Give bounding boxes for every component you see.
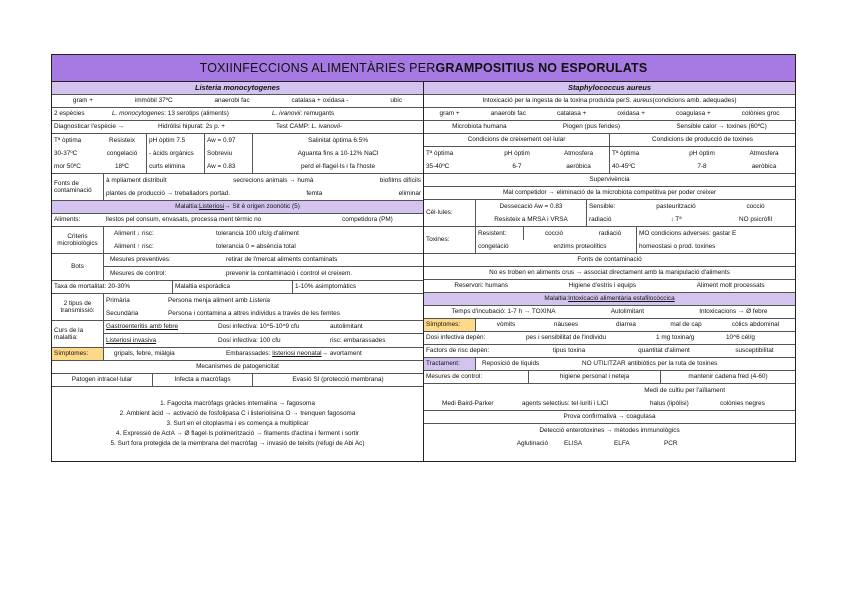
medi-baird: Medi Baird-Parker: [442, 399, 494, 407]
bots-control-label: Mesures de control:: [110, 269, 167, 277]
step-5: 5. Surt fora protegida de la membrana del macròfag → invasió de teixits (refugi de Abi Ac): [110, 439, 365, 447]
staph-intro-post: (condicions amb. adequades): [652, 97, 737, 105]
mal-competidor-row: [424, 187, 795, 200]
tox-coccio: cocció: [544, 229, 564, 237]
transmissio-label: 2 tipus de transmissió:: [52, 294, 104, 320]
transmissio-row-2: [104, 307, 423, 320]
temp-death: mor 50ºC: [54, 162, 81, 170]
detect-pcr: PCR: [664, 439, 678, 447]
temp-range: 30-37ºC: [54, 149, 78, 157]
patogen-macrofags: Infecta a macròfags: [152, 374, 252, 386]
species-mono-desc: : 13 serotips (aliments): [164, 110, 229, 118]
listeria-species-row: [52, 108, 423, 121]
cel-coccio: cocció: [746, 202, 765, 210]
fonts-biofilms: biofilms difícils: [379, 176, 421, 184]
detect-block: [424, 424, 795, 450]
cond-header-row: [424, 134, 795, 147]
staph-piogen: Piogen (pus ferides): [562, 123, 621, 131]
medi-row: [424, 397, 795, 410]
prop-ubic: ubic: [390, 97, 403, 105]
species-mono: L. monocytogenes: [112, 110, 165, 118]
mortalitat-row: [52, 281, 423, 294]
salinitat-label: Salinitat òptima 6.5%: [252, 134, 423, 147]
patogen-evasio: Evasió SI (protecció membrana): [252, 374, 423, 386]
listeria-simptomes-label: Símptomes:: [52, 348, 104, 360]
staph-mesures-label: Mesures de control:: [426, 373, 483, 381]
cond-t-atm-l: Atmosfera: [749, 149, 779, 157]
staph-intro-row: [424, 95, 795, 108]
reservori-higiene: Higiene d'estris i equips: [568, 282, 637, 290]
staph-oxidasa: oxidasa +: [617, 110, 645, 118]
curs-block: [52, 321, 423, 348]
curs-invasiva-risc: risc: embarassades: [330, 336, 386, 344]
cel-label: Cèl·lules:: [424, 200, 476, 226]
staph-habitat-row: [424, 121, 795, 134]
camp-test: Test CAMP:: [276, 123, 312, 131]
staph-anaerobi: anaerobi fac: [490, 110, 526, 118]
cond-g-atm: aeròbica: [566, 162, 591, 170]
cond-t-temp: 40-45ºC: [609, 160, 671, 173]
criteris-high-value: tolerancia 0 = absència total: [216, 242, 296, 250]
fonts-label: Fonts de contaminació: [52, 174, 104, 200]
bots-preventives-label: Mesures preventives:: [110, 256, 171, 264]
cel-sensible: Sensible:: [586, 200, 636, 213]
medi-agents: agents selectius: tel·luriti i LiCl: [522, 399, 608, 407]
listeria-simptomes-gripals: gripals, febre, miàlgia: [114, 350, 175, 358]
detect-aglut: Aglutinació: [516, 439, 548, 447]
cond-values: [424, 147, 795, 174]
temp-label: Tª òptima: [54, 136, 82, 144]
tox-row-2: [476, 240, 795, 253]
factors-quantitat: quantitat d'aliment: [638, 347, 690, 355]
mechanism-steps: [52, 387, 423, 461]
malaltia-name: Listeriosi: [198, 203, 225, 211]
staph-microbiota: Microbiota humana: [452, 123, 507, 131]
acids-organics: - àcids orgànics: [146, 147, 204, 160]
cel-row-1: [476, 200, 795, 213]
bots-row-2: [104, 267, 423, 280]
cond-g-temp-l: Tª òptima: [426, 149, 454, 157]
growth-conditions-block: [52, 134, 423, 174]
aliments-row: [52, 214, 423, 227]
listeria-props-row: [52, 95, 423, 108]
title-part2: GRAMPOSITIUS NO ESPORULATS: [435, 61, 648, 75]
no-trob-text: No es troben en aliments crus → associat directament amb la manipulació d'aliments: [489, 269, 730, 277]
tox-homeostasi: homeostasi o prod. toxines: [636, 240, 795, 253]
dosi-cel: 10^6 cél/g: [726, 334, 755, 342]
transmissio-row-1: [104, 294, 423, 307]
staph-coagulasa: coagulasa +: [676, 110, 711, 118]
tox-resistent: Resistent:: [476, 227, 524, 240]
simp-nausees: nàusees: [553, 321, 579, 329]
mecanismes-title: Mecanismes de patogenicitat: [196, 363, 279, 371]
step-4: 4. Expressió de ActA → Ø flagel·ls polimerització → filaments d'actina i ferment i sortir: [115, 429, 360, 437]
tox-row-1: [476, 227, 795, 240]
cel-block: [424, 200, 795, 227]
simp-vomits: vòmits: [496, 321, 516, 329]
aw-label: Aw = 0.97: [204, 134, 252, 147]
listeria-malaltia-row: [52, 201, 423, 214]
staph-gram: gram +: [439, 110, 460, 118]
staph-props-row: [424, 108, 795, 121]
staph-calor: Sensible calor → toxines (60ºC): [676, 123, 767, 131]
transmissio-secundaria: Secundària: [106, 309, 139, 317]
cond-t-temp-l: Tª òptima: [609, 147, 671, 160]
species-ivanovii: L. ivanovii: [272, 110, 301, 118]
mal-competidor-text: Mal competidor → eliminació de la microbiota competitiva per poder creixer: [502, 189, 717, 197]
prova-text: Prova confirmativa → coagulasa: [563, 413, 656, 421]
malaltia-post: → Sit è origen zoonòtic (5): [224, 203, 300, 211]
diagnostic-label: Diagnosticar l'espècie →: [54, 123, 125, 131]
fonts-eliminar: eliminar: [398, 189, 421, 197]
criteris-label: Criteris microbiològics: [52, 227, 104, 253]
tractament-label: Tractament:: [424, 358, 476, 370]
resisteix-congelacio: congelació: [106, 149, 138, 157]
criteris-low-label: Aliment ↓ risc:: [114, 229, 154, 237]
temps-row: [424, 306, 795, 319]
listeria-avortament: → avortament: [321, 350, 362, 358]
staph-mesures-fred: mantenir cadena fred (4-60): [660, 371, 795, 383]
fonts-block: [52, 174, 423, 201]
summary-sheet: [51, 54, 796, 462]
mecanismes-header: [52, 361, 423, 374]
cel-pasteur: pasteurització: [656, 202, 696, 210]
staphylococcus-column: [424, 82, 795, 461]
temps-autolimitant: Autolimitant: [610, 308, 645, 316]
temps-incubacio: Temps d'incubació: 1-7 h → TOXINA: [451, 308, 556, 316]
cond-growth-header: Condicions de creixement cel·lular: [467, 136, 566, 144]
staph-simptomes-label: Símptomes:: [424, 319, 476, 331]
species-count: 2 espècies: [54, 110, 85, 118]
malaltia-pre: Malaltia:: [175, 203, 199, 211]
cond-toxin-header: Condicions de producció de toxines: [609, 134, 795, 146]
bots-block: [52, 254, 423, 281]
bots-label: Bots: [52, 254, 104, 280]
cond-g-atm-l: Atmosfera: [563, 149, 594, 157]
cel-row-2: [476, 213, 795, 226]
growth-row-1: [52, 134, 423, 147]
staph-simptomes-row: [424, 319, 795, 332]
listeria-neonatal: listeriosi neonatal: [272, 350, 322, 358]
staph-malaltia-row: [424, 293, 795, 306]
cond-g-ph-l: pH òptim: [504, 149, 530, 157]
bots-row-1: [104, 254, 423, 267]
simp-maldecap: mal de cap: [670, 321, 702, 329]
growth-row-3: [52, 160, 423, 173]
tox-congelacio: congelació: [478, 242, 509, 250]
curs-row-2: [104, 334, 423, 347]
fonts-secrecions: secrecions animals → humà: [233, 176, 314, 184]
cel-dessecacio: Dessecació Aw = 0.83: [499, 202, 563, 210]
listeria-column: [52, 82, 424, 461]
dosi-label: Dosi infectiva depèn:: [426, 334, 486, 342]
cond-row-1: [424, 147, 795, 160]
transmissio-block: [52, 294, 423, 321]
medi-halus: halus (lipòlisi): [650, 399, 689, 407]
cond-g-ph: 6-7: [512, 162, 522, 170]
cond-t-atm: aeròbica: [751, 162, 777, 170]
page-title: [52, 55, 795, 82]
staph-header-text: Staphylococcus aureus: [568, 82, 651, 92]
aliments-label: Aliments:: [54, 216, 81, 224]
staph-malaltia-name: Intoxicació alimentària estafilocòccica: [568, 295, 675, 303]
staph-colonies: colònies groc: [741, 110, 780, 118]
curs-gastro-dosi: Dosi infectiva: 10^5-10^9 cfu: [218, 323, 300, 331]
factors-row: [424, 345, 795, 358]
medi-block: [424, 384, 795, 411]
supervivencia-title: Supervivència: [589, 176, 630, 184]
aliments-text: llestos pel consum, envasats, processa ment tèrmic no: [106, 216, 262, 224]
mortalitat-taxa: Taxa de mortalitat: 20-30%: [54, 283, 131, 291]
transmissio-secundaria-text: Persona i contamina a altres individus a través de les femtes: [168, 309, 340, 317]
reservori-row: [424, 280, 795, 293]
detect-header: [424, 424, 795, 437]
supervivencia-header: [424, 174, 795, 187]
tox-radiacio: radiació: [598, 229, 622, 237]
bots-control-text: prevenir la contaminació i control el creixem.: [226, 269, 353, 277]
title-part1: TOXIINFECCIONS ALIMENTÀRIES PER: [199, 61, 436, 75]
cond-g-temp: 35-40ºC: [426, 162, 450, 170]
prova-row: [424, 411, 795, 424]
cond-row-2: [424, 160, 795, 173]
aw-min: Aw = 0.83: [204, 160, 252, 173]
curs-invasiva-dosi: Dosi infectiva: 100 cfu: [218, 336, 281, 344]
fonts-femta: femta: [306, 189, 323, 197]
fonts-plantes: plantes de producció → treballadors portad.: [106, 189, 230, 197]
temp-18: 18ºC: [114, 162, 130, 170]
curs-gastro: Gastroenteritis amb febre: [106, 323, 179, 331]
step-1: 1. Fagocita macròfags gràcies internalina → fagosoma: [160, 400, 315, 408]
fonts-distribuit: à mpliament distribuït: [106, 176, 167, 184]
staph-header: [424, 82, 795, 95]
listeria-header: [52, 82, 423, 95]
mortalitat-asimpt: 1-10% asimptomàtics: [292, 281, 423, 293]
curs-gastro-autolim: autolimitant: [330, 323, 363, 331]
tox-mo-adverses: MO condicions adverses: gastar E: [636, 227, 795, 240]
staph-malaltia-pre: Malaltia:: [544, 295, 569, 303]
step-2: 2. Ambient àcid → activació de fosfolipasa C i listeriolisina O → trenquen fagosoma: [119, 410, 356, 418]
criteris-high-label: Aliment ↑ risc:: [114, 242, 154, 250]
medi-colonies: colònies negres: [720, 399, 765, 407]
reservori-humans: Reservori: humans: [454, 282, 508, 290]
curs-invasiva: Listeriosi invasiva: [106, 336, 157, 344]
staph-catalasa: catalasa +: [557, 110, 587, 118]
camp-species: L. ivanovii: [311, 123, 340, 131]
cond-t-ph-l: pH òptim: [689, 149, 715, 157]
criteris-row-2: [104, 240, 423, 253]
patogen-row: [52, 374, 423, 387]
factors-suscept: susceptibilitat: [735, 347, 774, 355]
detect-title: Detecció enterotoxines → mètodes immunològics: [539, 426, 680, 434]
curs-label: Curs de la malaltia:: [52, 321, 104, 347]
hipurat-test: Hidròlisi hipurat: 2s p. +: [158, 123, 225, 131]
staph-mesures-row: [424, 371, 795, 384]
fonts-row-2: [104, 187, 423, 200]
tractament-no-antib: NO UTILITZAR antibiòtics per la ruta de toxines: [582, 360, 718, 368]
bots-preventives-text: retirar de l'mercat aliments contaminats: [226, 256, 338, 264]
cel-resisteix: Resisteix a MRSA i VRSA: [494, 215, 568, 223]
transmissio-listeria: Listeria: [249, 296, 270, 304]
step-3: 3. Surt en el citoplasma i es comença a multiplicar: [166, 420, 309, 428]
staph-fonts-header: [424, 254, 795, 267]
prop-catalasa: catalasa + oxidasa -: [291, 97, 349, 105]
criteris-row-1: [104, 227, 423, 240]
tractament-row: [424, 358, 795, 371]
medi-header: [424, 384, 795, 397]
factors-tipus: tipus toxina: [552, 347, 586, 355]
listeria-simptomes-emb: Embarassades:: [226, 350, 273, 358]
simp-diarrea: diarrea: [616, 321, 636, 329]
ph-label: pH òptim 7.5: [146, 134, 204, 147]
detect-row: [424, 437, 795, 450]
tox-enzims: enzims proteolítics: [553, 242, 607, 250]
prop-gram: gram +: [72, 97, 93, 105]
dosi-mg: 1 mg toxina/g: [656, 334, 695, 342]
curts-elimina: curts elimina: [146, 160, 204, 173]
prop-anaerobi: anaerobi fac: [214, 97, 250, 105]
no-trob-row: [424, 267, 795, 280]
criteris-low-value: tolerancia 100 ufc/g d'aliment: [216, 229, 299, 237]
dosi-pes: pes i sensibilitat de l'individu: [526, 334, 607, 342]
nacl-tolerance: Aguanta fins a 10-12% NaCl: [252, 147, 423, 160]
staph-intro-it: S. aureus: [625, 97, 653, 105]
resisteix-label: Resisteix: [109, 136, 135, 144]
listeria-simptomes-row: [52, 348, 423, 361]
dosi-row: [424, 332, 795, 345]
cel-psicrofil: NO psicròfil: [738, 215, 773, 223]
prop-mobility: immòbil 37ºC: [134, 97, 173, 105]
detect-elisa: ELISA: [564, 439, 583, 447]
transmissio-primaria-text: Persona menja aliment amb: [168, 296, 250, 304]
cel-radiacio: radiació: [586, 213, 636, 226]
cel-temp: ↓ Tª: [670, 215, 682, 223]
detect-elfa: ELFA: [614, 439, 630, 447]
flagella-loss: perd el·flagel·ls i fa l'hoste: [252, 160, 423, 173]
factors-label: Factors de risc depèn:: [426, 347, 490, 355]
staph-intro-pre: Intoxicació per la ingesta de la toxina produïda per: [482, 97, 626, 105]
fonts-row-1: [104, 174, 423, 187]
camp-result: -: [339, 123, 343, 131]
mortalitat-esporadica: Malaltia esporàdica: [172, 281, 292, 293]
staph-mesures-higiene: higiene personal i neteja: [528, 371, 660, 383]
medi-title: Medi de cultiu per l'aïllament: [644, 386, 725, 394]
tox-block: [424, 227, 795, 254]
simp-colics: còlics abdominal: [731, 321, 780, 329]
transmissio-primaria: Primària: [106, 296, 130, 304]
listeria-header-text: Listeria monocytogenes: [194, 82, 280, 92]
aw-sobreviu: Sobreviu: [204, 147, 252, 160]
tox-label: Toxines:: [424, 227, 476, 253]
growth-row-2: [52, 147, 423, 160]
criteris-block: [52, 227, 423, 254]
diagnostic-row: [52, 121, 423, 134]
temps-intoxicacions: Intoxicacions → Ø febre: [699, 308, 768, 316]
reservori-aliments: Aliment molt processats: [696, 282, 765, 290]
staph-fonts-title: Fonts de contaminació: [577, 256, 642, 264]
tractament-reposicio: Reposició de líquids: [482, 360, 540, 368]
cond-t-ph: 7-8: [697, 162, 707, 170]
curs-row-1: [104, 321, 423, 334]
patogen-intracel: Patogen intracel·lular: [71, 376, 133, 384]
species-ivanovii-desc: : remugants: [300, 110, 335, 118]
aliments-extra: competidora (PM): [342, 216, 393, 224]
